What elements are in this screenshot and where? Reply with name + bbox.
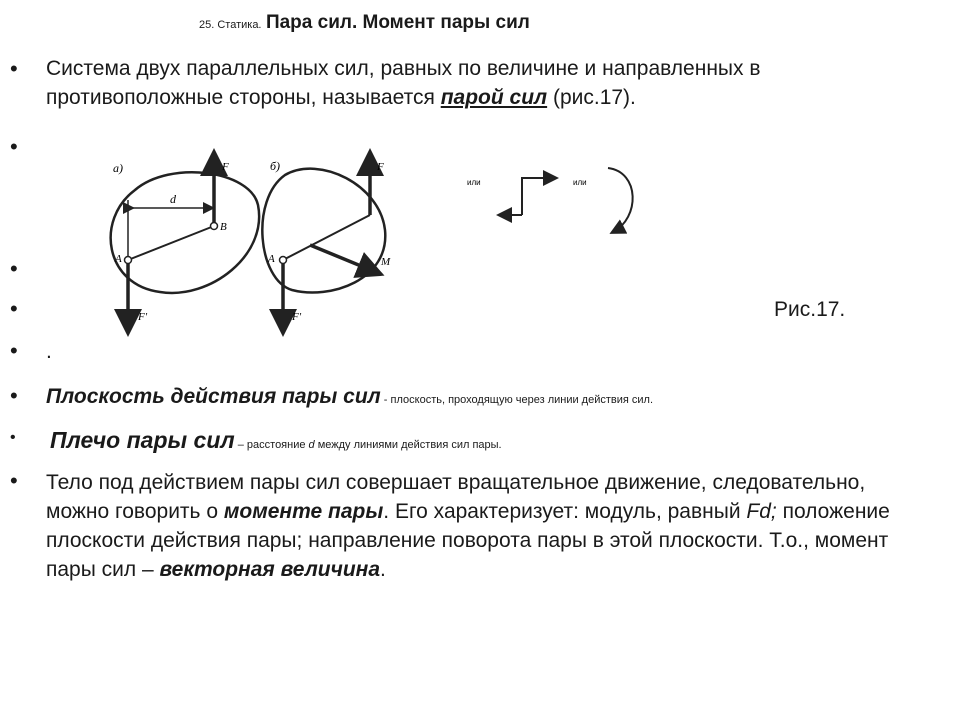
title-prefix: 25. Статика. (199, 19, 262, 31)
label-M: M (381, 256, 391, 268)
figure-caption: Рис.17. (774, 298, 846, 321)
label-Fprime-a: F' (138, 311, 148, 323)
ili-label-2: или (573, 178, 587, 187)
plane-paragraph (46, 382, 926, 415)
bullet-8: • (10, 468, 18, 493)
label-A-a: A (115, 253, 122, 265)
moment-text-1: Тело под действием пары сил совершает вращательное движение, следовательно, можно говорить о (46, 471, 866, 523)
bullet-5: • (10, 338, 18, 363)
label-F-a: F (222, 161, 229, 173)
label-Fprime-b: F' (292, 311, 302, 323)
term-moment: моменте пары (223, 500, 384, 523)
moment-text-3: положение плоскости действия пары; направление поворота пары в этой плоскости. Т.о., момент пары сил – (46, 500, 890, 581)
couple-symbol-icon (522, 178, 555, 215)
fd-formula: Fd; (746, 500, 777, 523)
label-a: а) (113, 161, 123, 175)
arm-definition-post: между линиями действия сил пары. (314, 439, 502, 451)
body-outline-a (111, 172, 259, 293)
title-main: Пара сил. Момент пары сил (265, 12, 530, 33)
bullet-7: • (10, 429, 16, 446)
definition-tail: (рис.17). (547, 86, 636, 109)
label-F-b: F (377, 161, 384, 173)
definition-text: Система двух параллельных сил, равных по величине и направленных в противоположные стороны, называется (46, 57, 761, 109)
label-B-a: B (220, 221, 227, 233)
bullet-4: • (10, 296, 18, 321)
moment-paragraph (46, 468, 926, 584)
dot-line: . (46, 340, 52, 363)
moment-vector-arrow (310, 245, 378, 273)
bullet-6: • (10, 383, 18, 408)
bullet-1: • (10, 56, 18, 81)
moment-text-2: . Его характеризует: модуль, равный (383, 500, 747, 523)
bullet-2: • (10, 134, 18, 159)
label-b: б) (270, 159, 281, 173)
body-outline-b (262, 169, 385, 293)
arm-definition-pre: – расстояние (234, 439, 309, 451)
term-arm: Плечо пары сил (50, 427, 235, 453)
term-para-sil: парой сил (440, 86, 548, 109)
arm-d-symbol: d (308, 439, 315, 451)
arm-paragraph (50, 426, 930, 460)
arm-line-a (128, 226, 214, 260)
moment-text-4: . (380, 558, 386, 581)
label-d: d (170, 192, 176, 206)
term-plane: Плоскость действия пары сил (46, 385, 381, 408)
plane-definition: - плоскость, проходящую через линии действия сил. (380, 394, 654, 406)
term-vector: векторная величина (159, 558, 381, 581)
bullet-3: • (10, 256, 18, 281)
label-A-b: A (268, 253, 275, 265)
rotation-arrow-icon (608, 168, 633, 232)
ili-label-1: или (467, 178, 481, 187)
